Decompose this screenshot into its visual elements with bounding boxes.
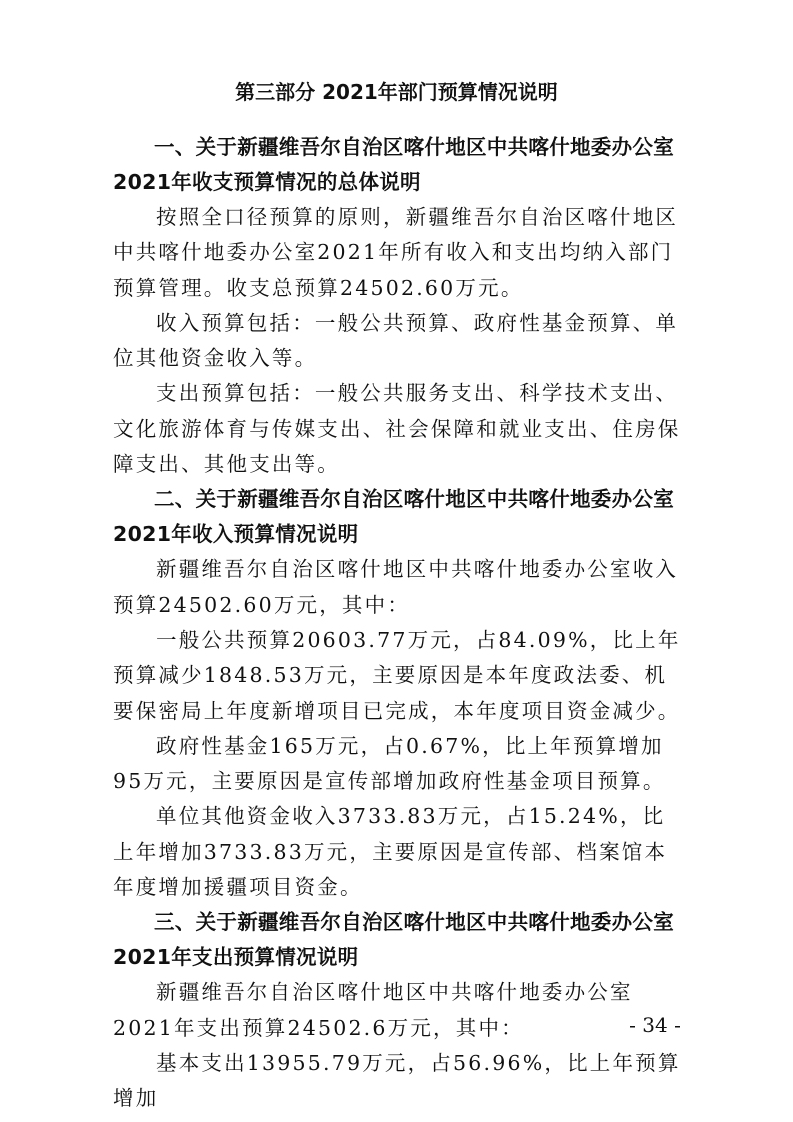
section-heading: 二、关于新疆维吾尔自治区喀什地区中共喀什地委办公室2021年收入预算情况说明 xyxy=(113,487,674,547)
section-income xyxy=(113,482,683,905)
paragraph: 基本支出13955.79万元，占56.96%，比上年预算增加 xyxy=(113,1050,681,1111)
paragraph: 政府性基金165万元，占0.67%，比上年预算增加95万元，主要原因是宣传部增加政府性基金项目预算。 xyxy=(113,733,666,794)
paragraph: 支出预算包括：一般公共服务支出、科学技术支出、文化旅游体育与传媒支出、社会保障和就业支出、住房保障支出、其他支出等。 xyxy=(113,381,681,477)
section-heading: 一、关于新疆维吾尔自治区喀什地区中共喀什地委办公室2021年收支预算情况的总体说明 xyxy=(113,135,674,194)
section-overview xyxy=(113,130,683,482)
page-title: 第三部分 2021年部门预算情况说明 xyxy=(235,80,558,104)
paragraph: 单位其他资金收入3733.83万元，占15.24%，比上年增加3733.83万元，主要原因是宣传部、档案馆本年度增加援疆项目资金。 xyxy=(113,804,668,900)
section-heading: 三、关于新疆维吾尔自治区喀什地区中共喀什地委办公室2021年支出预算情况说明 xyxy=(113,910,674,970)
paragraph: 按照全口径预算的原则，新疆维吾尔自治区喀什地区中共喀什地委办公室2021年所有收入和支出均纳入部门预算管理。收支总预算24502.60万元。 xyxy=(113,205,679,300)
paragraph: 新疆维吾尔自治区喀什地区中共喀什地委办公室收入预算24502.60万元，其中： xyxy=(113,557,679,617)
paragraph: 新疆维吾尔自治区喀什地区中共喀什地委办公室2021年支出预算24502.6万元，其中： xyxy=(113,980,633,1040)
paragraph: 收入预算包括：一般公共预算、政府性基金预算、单位其他资金收入等。 xyxy=(113,310,679,371)
section-expenditure xyxy=(113,905,683,1116)
document-body xyxy=(113,130,683,1117)
page-number: - 34 - xyxy=(629,1013,681,1037)
paragraph: 一般公共预算20603.77万元，占84.09%，比上年预算减少1848.53万元，主要原因是本年度政法委、机要保密局上年度新增项目已完成，本年度项目资金减少。 xyxy=(113,627,681,723)
